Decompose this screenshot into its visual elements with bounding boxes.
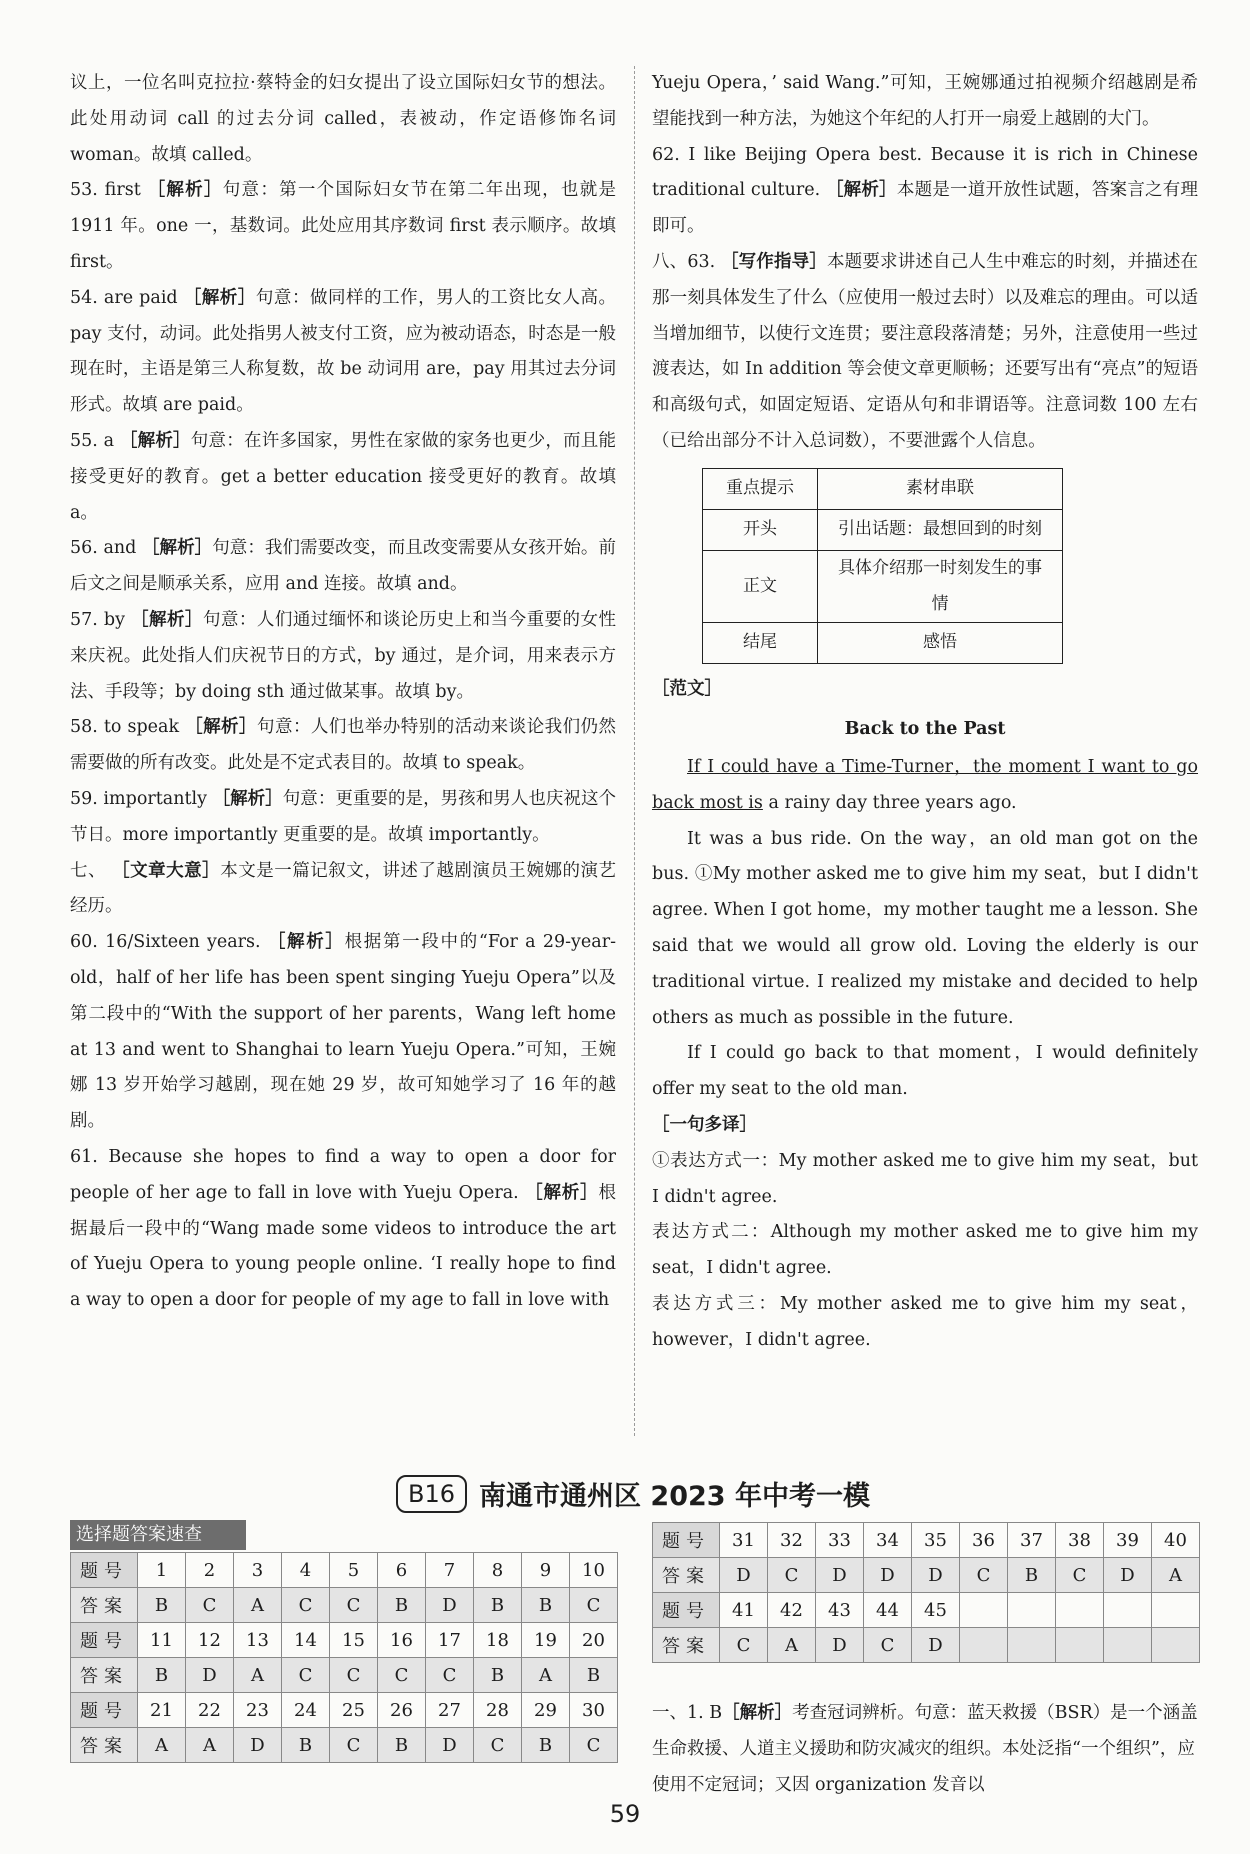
item-text: 本文是一篇记叙文，讲述了越剧演员王婉娜的演艺经历。 [70, 860, 616, 917]
item-prefix: 58. to speak [70, 717, 180, 738]
answer-cell: B [282, 1728, 330, 1763]
answer-cell: B [378, 1588, 426, 1623]
answer-cell: 16 [378, 1623, 426, 1658]
answer-cell: D [816, 1558, 864, 1593]
item-prefix: 一、1. B [652, 1703, 723, 1723]
answer-cell: 40 [1152, 1523, 1200, 1558]
answer-cell: 6 [378, 1553, 426, 1588]
item-prefix: 七、 [70, 860, 107, 881]
answer-cell: C [570, 1728, 618, 1763]
item-prefix: 55. a [70, 430, 115, 451]
answer-cell: 9 [522, 1553, 570, 1588]
answer-cell: 14 [282, 1623, 330, 1658]
item-text: 考查冠词辨析。句意：蓝天救援（BSR）是一个涵盖生命救援、人道主义援助和防灾减灾的组织。本处泛指“一个组织”，应使用不定冠词；又因 organization 发音以 [652, 1703, 1198, 1795]
item-text: 本题要求讲述自己人生中难忘的时刻，并描述在那一刻具体发生了什么（应使用一般过去时）以及难忘的理由。可以适当增加细节，以使行文连贯；要注意段落清楚；另外，注意使用一些过渡表达，如 In addition 等会使文章更顺畅；还要写出有“亮点”的短语和高级句式，如固定短语、定语从句和非谓语等。注意词数 100 左右（已给出部分不计入总词数），不要泄露个人信息。 [652, 251, 1199, 451]
answer-row [653, 1593, 1200, 1628]
answer-cell [960, 1593, 1008, 1628]
answer-cell: 27 [426, 1693, 474, 1728]
answer-cell: 45 [912, 1593, 960, 1628]
answer-row [71, 1588, 618, 1623]
answer-cell: D [720, 1558, 768, 1593]
answer-item [70, 1140, 616, 1319]
answer-cell: 36 [960, 1523, 1008, 1558]
item-text: 句意：人们也举办特别的活动来谈论我们仍然需要做的所有改变。此处是不定式表目的。故填 to speak。 [70, 717, 617, 774]
answer-cell: 41 [720, 1593, 768, 1628]
page-number: 59 [609, 1800, 641, 1828]
answer-cell: 39 [1104, 1523, 1152, 1558]
variant-item: 表达方式三：My mother asked me to give him my seat，however，I didn't agree. [652, 1293, 1198, 1350]
answer-table-right [652, 1522, 1200, 1663]
answer-cell: C [330, 1658, 378, 1693]
section-title: 南通市通州区 2023 年中考一模 [479, 1481, 870, 1512]
answer-row [71, 1728, 618, 1763]
answer-cell: D [234, 1728, 282, 1763]
answer-cell: D [912, 1558, 960, 1593]
answer-cell: 2 [186, 1553, 234, 1588]
answer-item [652, 66, 1198, 138]
model-underlined: If I could have a Time-Turner，the moment I want to go back most is [652, 756, 1198, 813]
answer-cell [1104, 1593, 1152, 1628]
answer-cell: 37 [1008, 1523, 1056, 1558]
answer-cell: C [330, 1588, 378, 1623]
model-label: ［范文］ [652, 679, 722, 700]
guide-cell: 正文 [703, 550, 818, 623]
answer-item [70, 531, 616, 603]
answer-cell: 5 [330, 1553, 378, 1588]
answer-cell: 33 [816, 1523, 864, 1558]
row-label: 题号 [653, 1523, 720, 1558]
item-text: 句意：我们需要改变，而且改变需要从女孩开始。前后文之间是顺承关系，应用 and 连接。故填 and。 [70, 538, 616, 595]
model-paragraph [652, 750, 1198, 822]
item-prefix: 54. are paid [70, 287, 178, 308]
answer-row [71, 1553, 618, 1588]
right-column [652, 66, 1198, 1359]
answer-cell: D [864, 1558, 912, 1593]
answer-cell: 24 [282, 1693, 330, 1728]
answer-cell: 29 [522, 1693, 570, 1728]
answer-cell: 32 [768, 1523, 816, 1558]
item-prefix: 60. 16/Sixteen years. [70, 932, 261, 953]
guide-cell: 开头 [703, 509, 818, 550]
answer-cell: B [474, 1588, 522, 1623]
answer-cell [1008, 1628, 1056, 1663]
model-paragraph: If I could go back to that moment，I would definitely offer my seat to the old man. [652, 1043, 1198, 1100]
answer-item [70, 925, 616, 1140]
item-tag: ［解析］ [131, 609, 203, 630]
answer-cell: C [720, 1628, 768, 1663]
answer-cell: D [426, 1588, 474, 1623]
guide-header: 重点提示 [703, 468, 818, 509]
answer-cell: 35 [912, 1523, 960, 1558]
answer-cell: 19 [522, 1623, 570, 1658]
item-tag: ［解析］ [267, 932, 345, 953]
answer-cell: 18 [474, 1623, 522, 1658]
row-label: 答案 [71, 1588, 138, 1623]
item-text: 句意：第一个国际妇女节在第二年出现，也就是 1911 年。one 一，基数词。此处应用其序数词 first 表示顺序。故填 first。 [70, 180, 616, 272]
row-label: 答案 [653, 1558, 720, 1593]
row-label: 题号 [71, 1693, 138, 1728]
answer-cell: 28 [474, 1693, 522, 1728]
model-title: Back to the Past [844, 719, 1006, 740]
item-prefix: 57. by [70, 609, 125, 630]
item-tag: ［文章大意］ [112, 860, 221, 881]
answer-row [653, 1558, 1200, 1593]
answer-banner: 选择题答案速查 [70, 1520, 246, 1550]
model-first-rest: a rainy day three years ago. [762, 792, 1017, 813]
answer-cell [1008, 1593, 1056, 1628]
answer-item [70, 710, 616, 782]
item-tag: ［解析］ [183, 287, 256, 308]
answer-cell: 25 [330, 1693, 378, 1728]
answer-cell [1152, 1628, 1200, 1663]
answer-cell: 15 [330, 1623, 378, 1658]
answer-cell: 38 [1056, 1523, 1104, 1558]
answer-cell: B [138, 1658, 186, 1693]
answer-cell: 43 [816, 1593, 864, 1628]
answer-cell: B [522, 1588, 570, 1623]
answer-cell [1152, 1593, 1200, 1628]
model-paragraph: It was a bus ride. On the way，an old man got on the bus. ①My mother asked me to give him my seat，but I didn't agree. When I got home，my mother taught me a lesson. She said that we would all grow old. Loving the elderly is our traditional virtue. I realized my mistake and decided to help others as much as possible in the future. [652, 828, 1198, 1028]
guide-cell: 感悟 [818, 623, 1063, 664]
item-prefix: 56. and [70, 538, 137, 559]
answer-cell: A [522, 1658, 570, 1693]
answer-cell: C [960, 1558, 1008, 1593]
item-tag: ［解析］ [212, 788, 283, 809]
answer-cell: 23 [234, 1693, 282, 1728]
answer-cell: 30 [570, 1693, 618, 1728]
row-label: 题号 [653, 1593, 720, 1628]
answer-item [70, 173, 616, 280]
answer-item [652, 245, 1198, 460]
answer-cell: B [378, 1728, 426, 1763]
item-text: 议上，一位名叫克拉拉·蔡特金的妇女提出了设立国际妇女节的想法。此处用动词 call 的过去分词 called，表被动，作定语修饰名词 woman。故填 called。 [70, 73, 616, 165]
right-top-paragraphs [652, 66, 1198, 460]
answer-cell: 1 [138, 1553, 186, 1588]
answer-item [70, 281, 616, 424]
answer-row [71, 1658, 618, 1693]
answer-item [70, 424, 616, 531]
item-tag: ［写作指导］ [720, 251, 827, 272]
section-code: B16 [396, 1475, 467, 1513]
answer-cell: 8 [474, 1553, 522, 1588]
answer-cell: A [138, 1728, 186, 1763]
answer-cell: C [474, 1728, 522, 1763]
item-tag: ［解析］ [825, 180, 897, 201]
answer-cell: C [282, 1588, 330, 1623]
column-divider [634, 66, 635, 1436]
answer-cell: 20 [570, 1623, 618, 1658]
answer-cell: A [234, 1658, 282, 1693]
answer-item [70, 603, 616, 710]
row-label: 答案 [71, 1728, 138, 1763]
answer-row [653, 1523, 1200, 1558]
answer-cell: 10 [570, 1553, 618, 1588]
item-text: 句意：做同样的工作，男人的工资比女人高。pay 支付，动词。此处指男人被支付工资，应为被动语态，时态是一般现在时，主语是第三人称复数，故 be 动词用 are，pay 用其过去分词形式。故填 are paid。 [70, 287, 617, 416]
answer-cell: B [474, 1658, 522, 1693]
guide-cell: 具体介绍那一时刻发生的事情 [818, 550, 1063, 623]
answer-item [70, 854, 616, 926]
variants-label: ［一句多译］ [652, 1114, 757, 1135]
answer-cell: A [768, 1628, 816, 1663]
item-text: Yueju Opera，’ said Wang.”可知，王婉娜通过拍视频介绍越剧是希望能找到一种方法，为她这个年纪的人打开一扇爱上越剧的大门。 [652, 73, 1198, 129]
answer-cell [960, 1628, 1008, 1663]
left-column [70, 66, 616, 1319]
answer-cell: B [1008, 1558, 1056, 1593]
answer-cell: 4 [282, 1553, 330, 1588]
answer-row [653, 1628, 1200, 1663]
answer-cell: D [912, 1628, 960, 1663]
answer-cell: B [138, 1588, 186, 1623]
answer-cell [1104, 1628, 1152, 1663]
answer-cell: D [816, 1628, 864, 1663]
answer-table-left [70, 1552, 618, 1763]
answer-cell: 7 [426, 1553, 474, 1588]
item-tag: ［解析］ [722, 1703, 793, 1723]
answer-cell: 13 [234, 1623, 282, 1658]
answer-cell: B [570, 1658, 618, 1693]
row-label: 题号 [71, 1553, 138, 1588]
answer-row [71, 1693, 618, 1728]
answer-cell: C [282, 1658, 330, 1693]
item-prefix: 53. first [70, 180, 141, 201]
answer-cell: C [330, 1728, 378, 1763]
answer-cell: B [522, 1728, 570, 1763]
explanation-continued [652, 1696, 1198, 1803]
item-text: 句意：在许多国家，男性在家做的家务也更少，而且能接受更好的教育。get a better education 接受更好的教育。故填 a。 [70, 430, 617, 523]
answer-cell: C [570, 1588, 618, 1623]
item-text: 句意：人们通过缅怀和谈论历史上和当今重要的女性来庆祝。此处指人们庆祝节日的方式，by 通过，是介词，用来表示方法、手段等；by doing sth 通过做某事。故填 by。 [70, 609, 616, 702]
item-tag: ［解析］ [141, 538, 213, 559]
item-prefix: 61. Because she hopes to find a way to open a door for people of her age to fall in love with Yueju Opera. [70, 1146, 616, 1203]
item-tag: ［解析］ [525, 1182, 599, 1203]
answer-cell: 3 [234, 1553, 282, 1588]
row-label: 答案 [653, 1628, 720, 1663]
answer-cell [1056, 1593, 1104, 1628]
answer-cell: C [378, 1658, 426, 1693]
variant-item: ①表达方式一：My mother asked me to give him my seat，but I didn't agree. [652, 1150, 1198, 1207]
item-prefix: 59. importantly [70, 788, 207, 809]
answer-cell: 17 [426, 1623, 474, 1658]
answer-cell: D [426, 1728, 474, 1763]
answer-cell: D [1104, 1558, 1152, 1593]
item-tag: ［解析］ [119, 430, 191, 451]
item-text: 本题是一道开放性试题，答案言之有理即可。 [652, 180, 1199, 237]
answer-cell: D [186, 1658, 234, 1693]
answer-cell: 12 [186, 1623, 234, 1658]
answer-cell: C [1056, 1558, 1104, 1593]
answer-cell: 42 [768, 1593, 816, 1628]
answer-cell: 22 [186, 1693, 234, 1728]
writing-guide-table [702, 468, 1063, 665]
answer-cell: A [186, 1728, 234, 1763]
answer-cell: C [426, 1658, 474, 1693]
section-header [396, 1474, 870, 1513]
answer-cell: 31 [720, 1523, 768, 1558]
item-prefix: 八、63. [652, 251, 716, 272]
answer-cell: A [234, 1588, 282, 1623]
item-tag: ［解析］ [147, 180, 223, 201]
item-text: 根据第一段中的“For a 29-year-old，half of her life has been spent singing Yueju Opera”以及第二段中的“With the support of her parents，Wang left home at 13 and went to Shanghai to learn Yueju Opera.”可知，王婉娜 13 岁开始学习越剧，现在她 29 岁，故可知她学习了 16 年的越剧。 [70, 932, 616, 1132]
answer-cell: 11 [138, 1623, 186, 1658]
answer-cell [1056, 1628, 1104, 1663]
guide-cell: 结尾 [703, 623, 818, 664]
variant-item: 表达方式二：Although my mother asked me to give him my seat，I didn't agree. [652, 1222, 1198, 1279]
answer-item [652, 138, 1198, 245]
item-text: 句意：更重要的是，男孩和男人也庆祝这个节日。more importantly 更重要的是。故填 importantly。 [70, 788, 616, 845]
answer-cell: C [864, 1628, 912, 1663]
answer-cell: 26 [378, 1693, 426, 1728]
guide-cell: 引出话题：最想回到的时刻 [818, 509, 1063, 550]
answer-cell: C [186, 1588, 234, 1623]
row-label: 答案 [71, 1658, 138, 1693]
item-prefix: 62. I like Beijing Opera best. Because it is rich in Chinese traditional culture. [652, 144, 1198, 201]
answer-item [70, 782, 616, 854]
answer-cell: 21 [138, 1693, 186, 1728]
answer-cell: 44 [864, 1593, 912, 1628]
guide-header: 素材串联 [818, 468, 1063, 509]
answer-cell: A [1152, 1558, 1200, 1593]
answer-cell: C [768, 1558, 816, 1593]
answer-row [71, 1623, 618, 1658]
item-text: 根据最后一段中的“Wang made some videos to introduce the art of Yueju Opera to young people online. ‘I really hope to find a way to open a door for people of my age to fall in love with [70, 1182, 616, 1311]
row-label: 题号 [71, 1623, 138, 1658]
answer-cell: 34 [864, 1523, 912, 1558]
answer-item [70, 66, 616, 173]
item-tag: ［解析］ [185, 717, 258, 738]
